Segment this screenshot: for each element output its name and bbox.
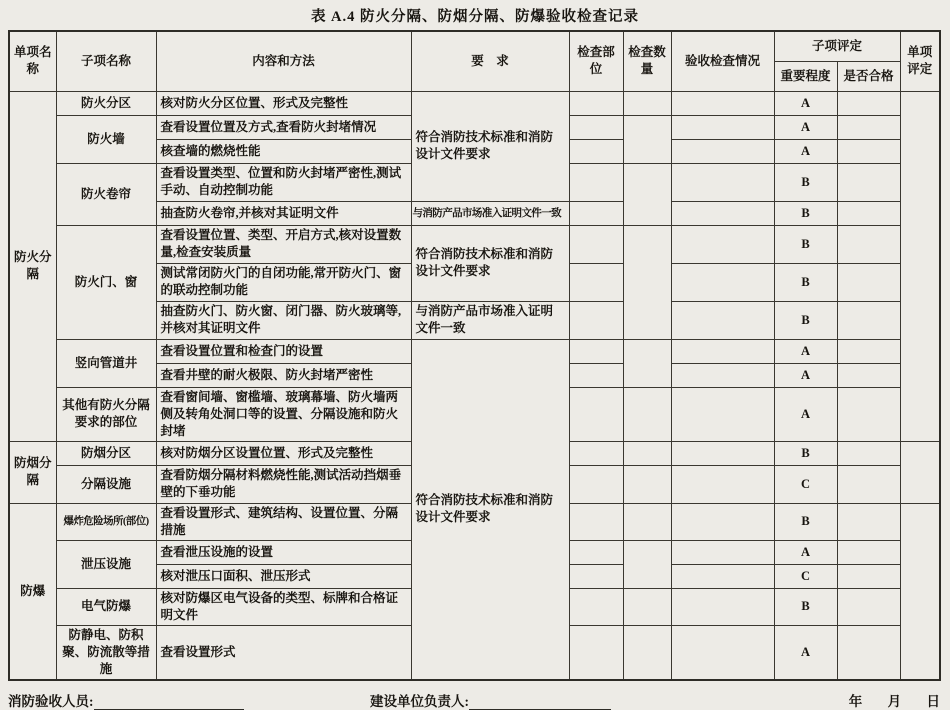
pass-cell <box>837 363 900 387</box>
importance-cell: C <box>774 564 837 588</box>
content-cell: 抽查防火门、防火窗、闭门器、防火玻璃等,并核对其证明文件 <box>156 301 411 339</box>
subitem-cell: 其他有防火分隔要求的部位 <box>56 387 156 441</box>
content-cell: 查看窗间墙、窗槛墙、玻璃幕墙、防火墙两侧及转角处洞口等的设置、分隔设施和防火封堵 <box>156 387 411 441</box>
check-part-cell <box>569 115 623 139</box>
subitem-cell: 防火分区 <box>56 91 156 115</box>
check-part-cell <box>569 91 623 115</box>
header-acceptance-situation: 验收检查情况 <box>671 31 774 91</box>
importance-cell: B <box>774 503 837 540</box>
check-part-cell <box>569 163 623 201</box>
header-check-part: 检查部位 <box>569 31 623 91</box>
header-content-method: 内容和方法 <box>156 31 411 91</box>
subitem-cell: 防烟分区 <box>56 441 156 465</box>
requirement-cell: 符合消防技术标准和消防设计文件要求 <box>411 339 569 680</box>
header-pass: 是否合格 <box>837 61 900 91</box>
check-part-cell <box>569 387 623 441</box>
situation-cell <box>671 225 774 263</box>
importance-cell: A <box>774 363 837 387</box>
situation-cell <box>671 363 774 387</box>
pass-cell <box>837 201 900 225</box>
content-cell: 查看设置位置和检查门的设置 <box>156 339 411 363</box>
situation-cell <box>671 441 774 465</box>
importance-cell: A <box>774 339 837 363</box>
importance-cell: A <box>774 387 837 441</box>
pass-cell <box>837 91 900 115</box>
check-part-cell <box>569 139 623 163</box>
check-part-cell <box>569 465 623 503</box>
importance-cell: A <box>774 625 837 680</box>
subitem-cell: 分隔设施 <box>56 465 156 503</box>
content-cell: 查看设置位置及方式,查看防火封堵情况 <box>156 115 411 139</box>
check-part-cell <box>569 564 623 588</box>
content-cell: 查看设置位置、类型、开启方式,核对设置数量,检查安装质量 <box>156 225 411 263</box>
situation-cell <box>671 263 774 301</box>
check-quantity-cell <box>623 339 671 387</box>
content-cell: 核对泄压口面积、泄压形式 <box>156 564 411 588</box>
importance-cell: B <box>774 301 837 339</box>
importance-cell: C <box>774 465 837 503</box>
content-cell: 核查墙的燃烧性能 <box>156 139 411 163</box>
header-subitem-eval: 子项评定 <box>774 31 900 61</box>
check-part-cell <box>569 339 623 363</box>
situation-cell <box>671 163 774 201</box>
header-subitem-name: 子项名称 <box>56 31 156 91</box>
check-part-cell <box>569 540 623 564</box>
pass-cell <box>837 441 900 465</box>
date-year-label: 年 <box>848 693 863 709</box>
inspector-label: 消防验收人员: <box>8 693 94 709</box>
section-cell-explosion-proof: 防爆 <box>9 503 56 680</box>
check-quantity-cell <box>623 115 671 163</box>
content-cell: 查看防烟分隔材料燃烧性能,测试活动挡烟垂壁的下垂功能 <box>156 465 411 503</box>
check-part-cell <box>569 441 623 465</box>
header-requirement: 要 求 <box>411 31 569 91</box>
pass-cell <box>837 225 900 263</box>
item-eval-cell <box>900 91 940 441</box>
situation-cell <box>671 625 774 680</box>
content-cell: 查看泄压设施的设置 <box>156 540 411 564</box>
check-part-cell <box>569 588 623 625</box>
situation-cell <box>671 503 774 540</box>
pass-cell <box>837 465 900 503</box>
item-eval-cell <box>900 441 940 503</box>
pass-cell <box>837 301 900 339</box>
importance-cell: B <box>774 225 837 263</box>
situation-cell <box>671 465 774 503</box>
check-part-cell <box>569 201 623 225</box>
requirement-cell: 符合消防技术标准和消防设计文件要求 <box>411 225 569 301</box>
header-importance: 重要程度 <box>774 61 837 91</box>
importance-cell: A <box>774 91 837 115</box>
item-eval-cell <box>900 503 940 680</box>
situation-cell <box>671 588 774 625</box>
check-quantity-cell <box>623 465 671 503</box>
signature-footer <box>8 690 942 710</box>
importance-cell: B <box>774 588 837 625</box>
content-cell: 核对防火分区位置、形式及完整性 <box>156 91 411 115</box>
content-cell: 核对防爆区电气设备的类型、标牌和合格证明文件 <box>156 588 411 625</box>
subitem-cell: 竖向管道井 <box>56 339 156 387</box>
pass-cell <box>837 503 900 540</box>
importance-cell: A <box>774 115 837 139</box>
header-check-quantity: 检查数量 <box>623 31 671 91</box>
requirement-cell: 符合消防技术标准和消防设计文件要求 <box>411 91 569 201</box>
date-fields <box>849 690 942 710</box>
pass-cell <box>837 588 900 625</box>
situation-cell <box>671 564 774 588</box>
check-quantity-cell <box>623 540 671 588</box>
situation-cell <box>671 91 774 115</box>
check-quantity-cell <box>623 225 671 339</box>
subitem-cell: 防火卷帘 <box>56 163 156 225</box>
check-part-cell <box>569 363 623 387</box>
content-cell: 测试常闭防火门的自闭功能,常开防火门、窗的联动控制功能 <box>156 263 411 301</box>
situation-cell <box>671 339 774 363</box>
importance-cell: A <box>774 139 837 163</box>
pass-cell <box>837 263 900 301</box>
check-part-cell <box>569 263 623 301</box>
subitem-cell: 泄压设施 <box>56 540 156 588</box>
content-cell: 核对防烟分区设置位置、形式及完整性 <box>156 441 411 465</box>
check-quantity-cell <box>623 625 671 680</box>
subitem-cell: 爆炸危险场所(部位) <box>56 503 156 540</box>
check-part-cell <box>569 625 623 680</box>
check-part-cell <box>569 503 623 540</box>
situation-cell <box>671 115 774 139</box>
content-cell: 抽查防火卷帘,并核对其证明文件 <box>156 201 411 225</box>
content-cell: 查看井壁的耐火极限、防火封堵严密性 <box>156 363 411 387</box>
importance-cell: B <box>774 163 837 201</box>
inspector-signature-line <box>94 695 244 710</box>
subitem-cell: 防火门、窗 <box>56 225 156 339</box>
check-quantity-cell <box>623 503 671 540</box>
situation-cell <box>671 540 774 564</box>
pass-cell <box>837 339 900 363</box>
date-day-label: 日 <box>926 693 940 709</box>
check-quantity-cell <box>623 387 671 441</box>
content-cell: 查看设置形式 <box>156 625 411 680</box>
builder-label: 建设单位负责人: <box>370 693 469 709</box>
situation-cell <box>671 387 774 441</box>
inspection-record-table <box>8 30 941 681</box>
importance-cell: B <box>774 201 837 225</box>
situation-cell <box>671 139 774 163</box>
check-quantity-cell <box>623 441 671 465</box>
requirement-cell: 与消防产品市场准入证明文件一致 <box>411 301 569 339</box>
pass-cell <box>837 139 900 163</box>
section-cell-fire-separation: 防火分隔 <box>9 91 56 441</box>
requirement-cell: 与消防产品市场准入证明文件一致 <box>411 201 569 225</box>
content-cell: 查看设置类型、位置和防火封堵严密性,测试手动、自动控制功能 <box>156 163 411 201</box>
subitem-cell: 电气防爆 <box>56 588 156 625</box>
pass-cell <box>837 387 900 441</box>
situation-cell <box>671 301 774 339</box>
pass-cell <box>837 564 900 588</box>
pass-cell <box>837 163 900 201</box>
pass-cell <box>837 115 900 139</box>
section-cell-smoke-separation: 防烟分隔 <box>9 441 56 503</box>
check-quantity-cell <box>623 588 671 625</box>
header-item-name: 单项名称 <box>9 31 56 91</box>
check-quantity-cell <box>623 163 671 225</box>
builder-signature-line <box>469 695 611 710</box>
subitem-cell: 防火墙 <box>56 115 156 163</box>
subitem-cell: 防静电、防积聚、防流散等措施 <box>56 625 156 680</box>
table-title: 表 A.4 防火分隔、防烟分隔、防爆验收检查记录 <box>310 9 640 25</box>
situation-cell <box>671 201 774 225</box>
importance-cell: B <box>774 263 837 301</box>
pass-cell <box>837 625 900 680</box>
check-part-cell <box>569 225 623 263</box>
importance-cell: B <box>774 441 837 465</box>
header-item-eval: 单项评定 <box>900 31 940 91</box>
importance-cell: A <box>774 540 837 564</box>
check-quantity-cell <box>623 91 671 115</box>
check-part-cell <box>569 301 623 339</box>
pass-cell <box>837 540 900 564</box>
date-month-label: 月 <box>887 693 902 709</box>
content-cell: 查看设置形式、建筑结构、设置位置、分隔措施 <box>156 503 411 540</box>
